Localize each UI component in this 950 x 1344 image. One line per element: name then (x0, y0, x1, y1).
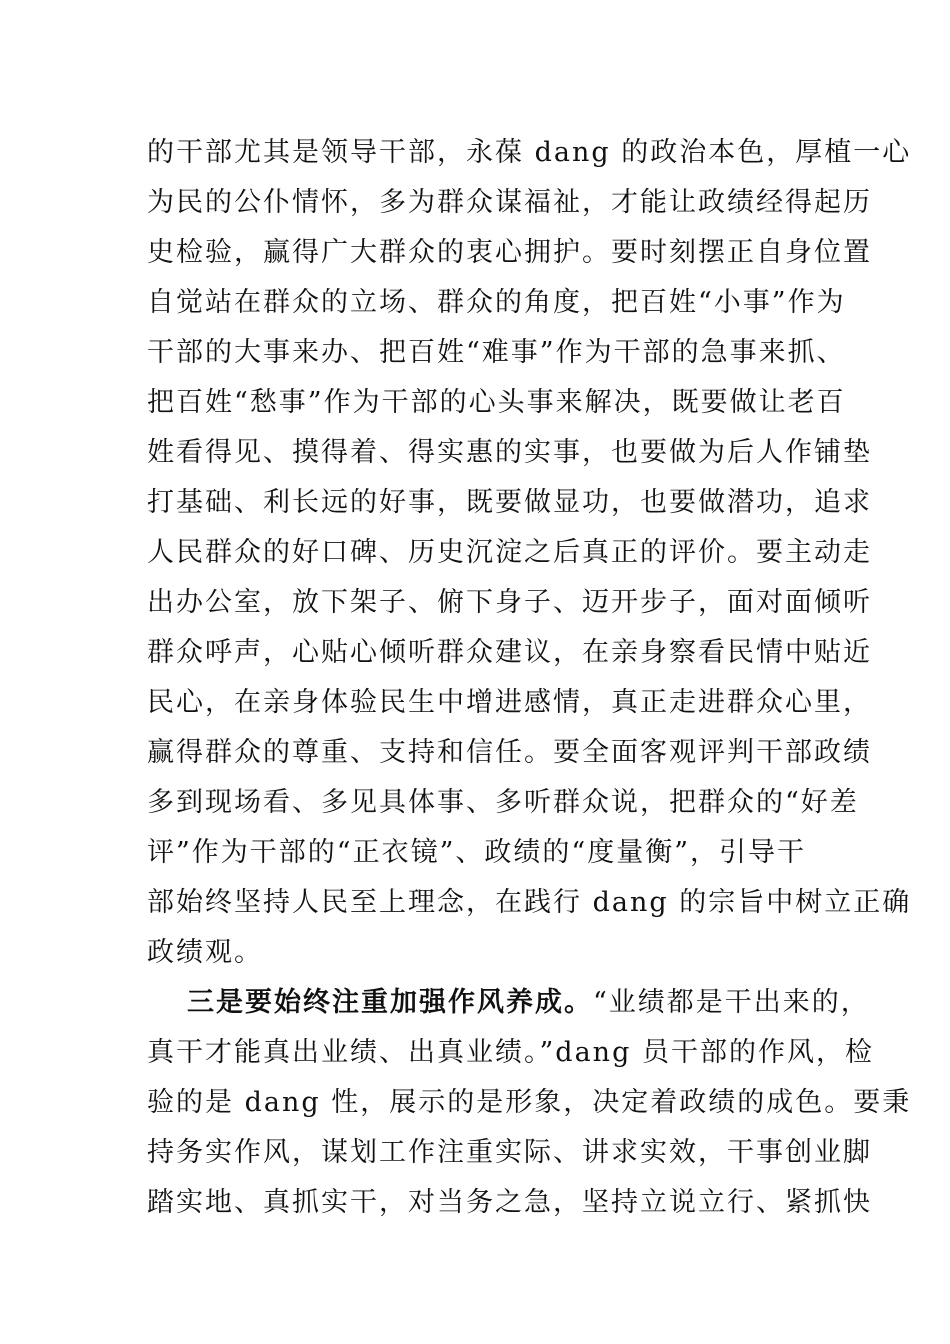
paragraph-line: 验的是 dang 性，展示的是形象，决定着政绩的成色。要秉 (147, 1087, 912, 1118)
paragraph-line: 持务实作风，谋划工作注重实际、讲求实效，干事创业脚 (147, 1137, 872, 1168)
paragraph-line: 自觉站在群众的立场、群众的角度，把百姓“小事”作为 (147, 287, 846, 318)
paragraph-line: 民心，在亲身体验民生中增进感情，真正走进群众心里， (147, 687, 872, 718)
paragraph-line: 评”作为干部的“正衣镜”、政绩的“度量衡”，引导干 (147, 837, 807, 868)
document-body (147, 128, 912, 1228)
paragraph-line: 多到现场看、多见具体事、多听群众说，把群众的“好差 (147, 787, 859, 818)
paragraph-line: 政绩观。 (147, 937, 263, 968)
paragraph-first-line (147, 978, 870, 1028)
paragraph-line: 真干才能真出业绩、出真业绩。”dang 员干部的作风，检 (147, 1037, 874, 1068)
paragraph-line: 出办公室，放下架子、俯下身子、迈开步子，面对面倾听 (147, 587, 872, 618)
paragraph-line: 的干部尤其是领导干部，永葆 dang 的政治本色，厚植一心 (147, 137, 912, 168)
paragraph-line: 赢得群众的尊重、支持和信任。要全面客观评判干部政绩 (147, 737, 872, 768)
paragraph-line: 群众呼声，心贴心倾听群众建议，在亲身察看民情中贴近 (147, 637, 872, 668)
paragraph-text: “业绩都是干出来的， (593, 987, 870, 1018)
paragraph-line: 人民群众的好口碑、历史沉淀之后真正的评价。要主动走 (147, 537, 872, 568)
paragraph-line: 把百姓“愁事”作为干部的心头事来解决，既要做让老百 (147, 387, 846, 418)
paragraph-line: 史检验，赢得广大群众的衷心拥护。要时刻摆正自身位置 (147, 237, 872, 268)
paragraph-line: 干部的大事来办、把百姓“难事”作为干部的急事来抓、 (147, 337, 846, 368)
paragraph-line: 姓看得见、摸得着、得实惠的实事，也要做为后人作铺垫 (147, 437, 872, 468)
paragraph-line: 踏实地、真抓实干，对当务之急，坚持立说立行、紧抓快 (147, 1187, 872, 1218)
section-heading: 三是要始终注重加强作风养成。 (187, 987, 593, 1018)
paragraph-line: 为民的公仆情怀，多为群众谋福祉，才能让政绩经得起历 (147, 187, 872, 218)
paragraph-line: 打基础、利长远的好事，既要做显功，也要做潜功，追求 (147, 487, 872, 518)
paragraph-line: 部始终坚持人民至上理念，在践行 dang 的宗旨中树立正确 (147, 887, 912, 918)
